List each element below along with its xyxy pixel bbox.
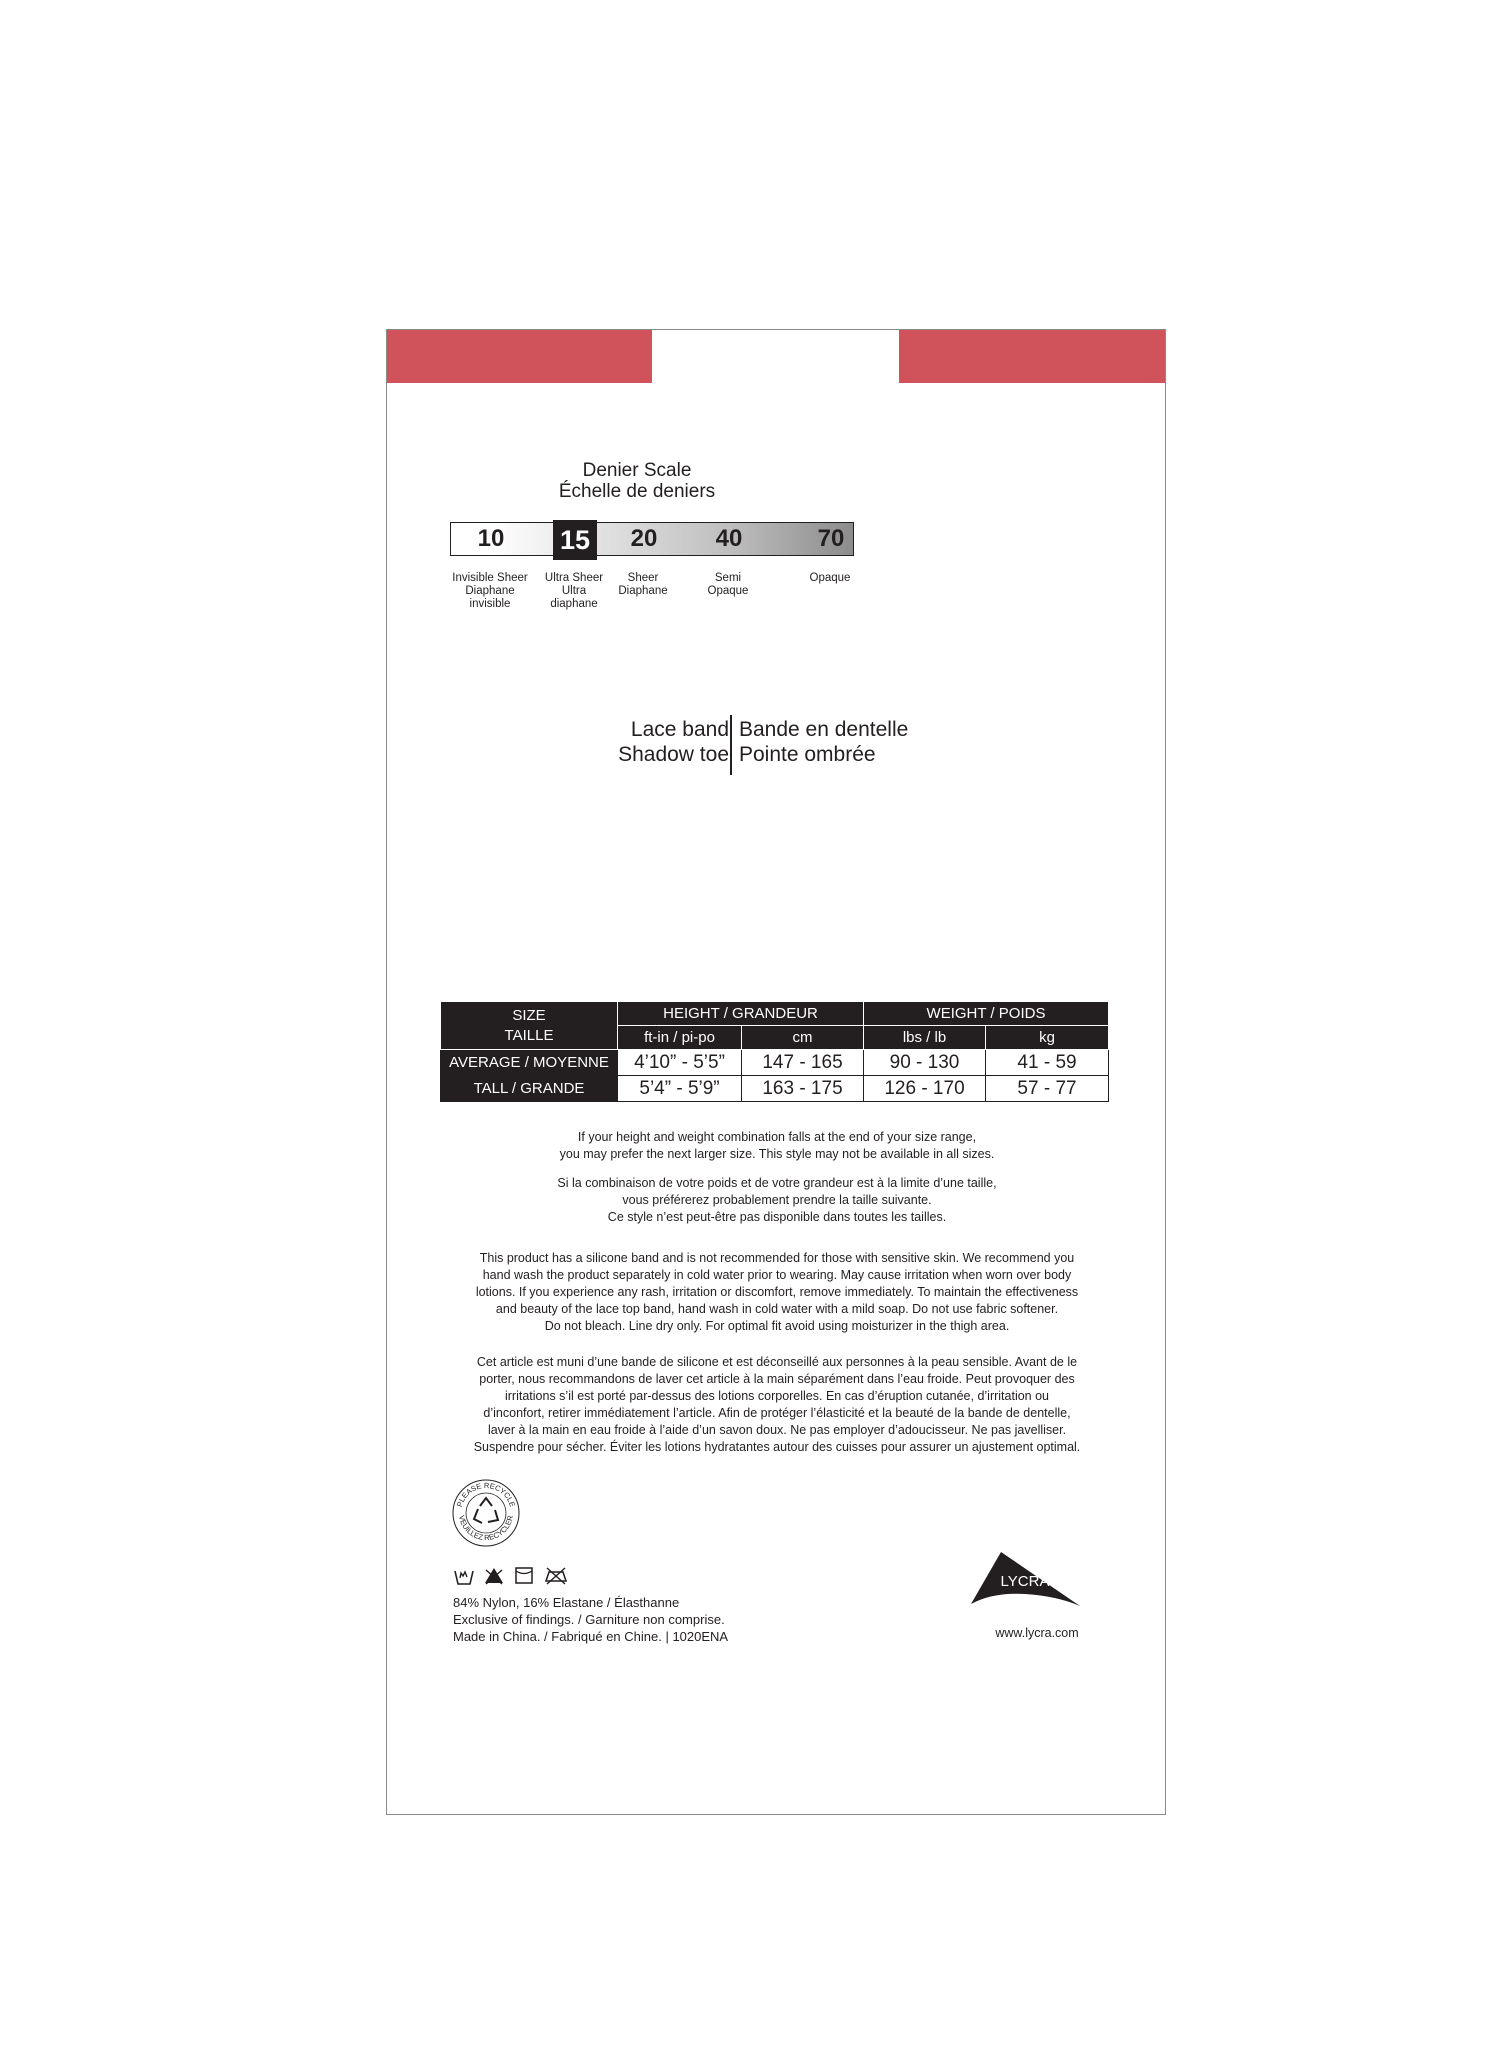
denier-description-20: Sheer Diaphane	[618, 572, 668, 597]
row-label-average: AVERAGE / MOYENNE	[441, 1050, 618, 1076]
height-header: HEIGHT / GRANDEUR	[618, 1002, 864, 1026]
size-note-fr	[417, 1175, 1137, 1226]
unit-kg: kg	[986, 1026, 1109, 1050]
red-tab-left	[387, 330, 652, 383]
care-icons	[453, 1564, 565, 1586]
warning-line: laver à la main en eau froide à l’aide d’un savon doux. Ne pas employer d’adoucisseur. Ne pas javelliser.	[487, 1423, 1067, 1437]
denier-scale-bar	[450, 522, 854, 556]
lycra-logo	[965, 1548, 1085, 1618]
unit-lbs: lbs / lb	[864, 1026, 986, 1050]
size-note-line: vous préférerez probablement prendre la taille suivante.	[622, 1193, 932, 1207]
features-divider	[730, 715, 732, 775]
feature-fr-1: Bande en dentelle	[739, 718, 909, 741]
size-header	[441, 1002, 618, 1050]
warning-line: lotions. If you experience any rash, irritation or discomfort, remove immediately. To maintain the effectiveness	[475, 1285, 1079, 1299]
fiber-content	[453, 1594, 728, 1645]
unit-cm: cm	[742, 1026, 864, 1050]
warning-fr	[437, 1354, 1117, 1456]
denier-value-70: 70	[817, 525, 845, 552]
fiber-line: Made in China. / Fabriqué en Chine. | 1020ENA	[453, 1629, 729, 1644]
denier-description-70: Opaque	[809, 572, 851, 584]
lycra-url[interactable]: www.lycra.com	[995, 1626, 1079, 1640]
warning-line: hand wash the product separately in cold water prior to wearing. May cause irritation when worn over body	[482, 1268, 1072, 1282]
features	[387, 715, 1165, 775]
no-iron-icon	[543, 1564, 565, 1586]
table-cell: 126 - 170	[864, 1076, 986, 1102]
svg-text:LYCRA: LYCRA	[1000, 1573, 1050, 1590]
package-panel	[386, 329, 1166, 1815]
warning-line: Suspendre pour sécher. Éviter les lotions hydratantes autour des cuisses pour assurer un ajustement optimal.	[473, 1440, 1081, 1454]
row-label-tall: TALL / GRANDE	[441, 1076, 618, 1102]
denier-title-fr: Échelle de deniers	[558, 481, 716, 502]
table-row	[441, 1076, 1109, 1102]
hand-wash-icon	[453, 1564, 475, 1586]
warning-en	[437, 1250, 1117, 1335]
warning-line: Do not bleach. Line dry only. For optimal fit avoid using moisturizer in the thigh area.	[544, 1319, 1010, 1333]
recycle-icon	[451, 1478, 521, 1548]
size-header-fr: TAILLE	[504, 1026, 554, 1044]
no-bleach-icon	[483, 1564, 505, 1586]
size-note-en	[417, 1129, 1137, 1163]
table-cell: 90 - 130	[864, 1050, 986, 1076]
table-cell: 57 - 77	[986, 1076, 1109, 1102]
weight-header: WEIGHT / POIDS	[864, 1002, 1109, 1026]
svg-text:PLEASE RECYCLE: PLEASE RECYCLE	[454, 1480, 518, 1509]
size-header-en: SIZE	[512, 1006, 546, 1024]
size-note-line: Si la combinaison de votre poids et de votre grandeur est à la limite d’une taille,	[557, 1176, 997, 1190]
table-cell: 147 - 165	[742, 1050, 864, 1076]
features-en	[618, 717, 729, 767]
table-cell: 163 - 175	[742, 1076, 864, 1102]
denier-description-40: Semi Opaque	[707, 572, 749, 597]
feature-fr-2: Pointe ombrée	[739, 743, 876, 766]
size-note-line: If your height and weight combination falls at the end of your size range,	[577, 1130, 977, 1144]
fiber-line: 84% Nylon, 16% Elastane / Élasthanne	[453, 1595, 680, 1610]
unit-ftin: ft-in / pi-po	[618, 1026, 742, 1050]
denier-value-15: 15	[553, 520, 597, 560]
table-cell: 5’4” - 5’9”	[618, 1076, 742, 1102]
line-dry-icon	[513, 1564, 535, 1586]
denier-title	[447, 460, 827, 502]
denier-value-40: 40	[715, 525, 743, 552]
fiber-line: Exclusive of findings. / Garniture non comprise.	[453, 1612, 725, 1627]
svg-text:VEUILLEZ RECYCLER: VEUILLEZ RECYCLER	[457, 1514, 515, 1543]
feature-en-2: Shadow toe	[618, 743, 729, 766]
denier-value-20: 20	[630, 525, 658, 552]
denier-description-15: Ultra Sheer Ultra diaphane	[544, 572, 604, 610]
table-cell: 41 - 59	[986, 1050, 1109, 1076]
red-tab-right	[899, 330, 1165, 383]
size-table	[440, 1001, 1109, 1102]
feature-en-1: Lace band	[630, 718, 729, 741]
features-fr	[739, 717, 908, 767]
warning-line: irritations s’il est porté par-dessus des lotions corporelles. En cas d’éruption cutanée, d’irritation ou	[504, 1389, 1050, 1403]
denier-description-10: Invisible Sheer Diaphane invisible	[452, 572, 528, 610]
warning-line: and beauty of the lace top band, hand wash in cold water with a mild soap. Do not use fabric softener.	[495, 1302, 1059, 1316]
warning-line: This product has a silicone band and is not recommended for those with sensitive skin. We recommend you	[479, 1251, 1075, 1265]
size-note-line: you may prefer the next larger size. This style may not be available in all sizes.	[559, 1147, 995, 1161]
size-note-line: Ce style n’est peut-être pas disponible dans toutes les tailles.	[607, 1210, 947, 1224]
warning-line: d’inconfort, retirer immédiatement l’article. Afin de protéger l’élasticité et la beauté de la bande de dentelle,	[483, 1406, 1071, 1420]
denier-value-10: 10	[477, 525, 505, 552]
warning-line: Cet article est muni d’une bande de silicone et est déconseillé aux personnes à la peau sensible. Avant de le	[476, 1355, 1078, 1369]
table-cell: 4’10” - 5’5”	[618, 1050, 742, 1076]
table-row	[441, 1050, 1109, 1076]
denier-title-en: Denier Scale	[582, 460, 692, 481]
warning-line: porter, nous recommandons de laver cet article à la main séparément dans l’eau froide. Peut provoquer des	[479, 1372, 1075, 1386]
